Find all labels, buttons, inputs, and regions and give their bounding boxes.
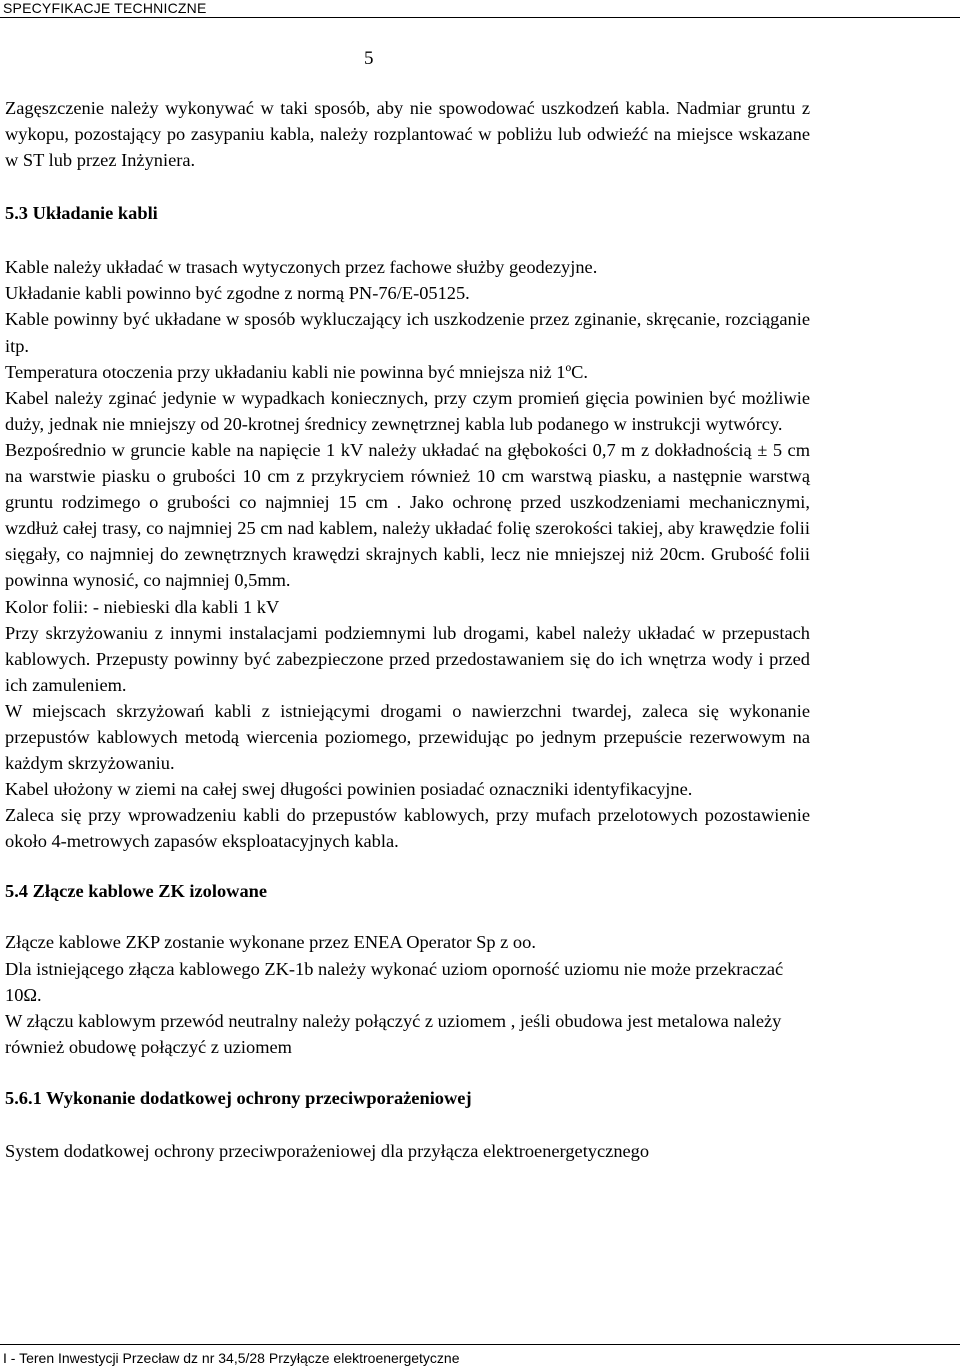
paragraph: W miejscach skrzyżowań kabli z istniejącymi drogami o nawierzchni twardej, zaleca się wykonanie przepustów kablowych metodą wiercenia poziomego, przewidując po jednym przepuście rezerwowym na każdym skrzyżowaniu. [5,700,810,774]
paragraph: Przy skrzyżowaniu z innymi instalacjami podziemnymi lub drogami, kabel należy układać w przepustach kablowych. Przepusty powinny być zabezpieczone przed przedostawaniem się do ich wnętrza wody i przed ich zamuleniem. [5,622,810,695]
section-heading-5-3: 5.3 Układanie kabli [5,203,158,224]
paragraph: Kolor folii: - niebieski dla kabli 1 kV [5,596,280,617]
document-body [5,95,810,1164]
paragraph: Kabel ułożony w ziemi na całej swej długości powinien posiadać oznaczniki identyfikacyjne. [5,779,693,800]
document-header: SPECYFIKACJE TECHNICZNE [3,0,207,16]
paragraph: Kable powinny być układane w sposób wykluczający ich uszkodzenie przez zginanie, skręcanie, rozciąganie itp. [5,309,810,356]
paragraph: Temperatura otoczenia przy układaniu kabli nie powinna być mniejsza niż 1ºC. [5,361,589,382]
section-heading-5-4: 5.4 Złącze kablowe ZK izolowane [5,881,268,902]
paragraph: Zaleca się przy wprowadzeniu kabli do przepustów kablowych, przy mufach przelotowych pozostawienie około 4-metrowych zapasów eksploatacyjnych kabla. [5,805,810,852]
paragraph: Kabel należy zginać jedynie w wypadkach koniecznych, przy czym promień gięcia powinien być możliwie duży, jednak nie mniejszy od 20-krotnej średnicy zewnętrznej kabla lub podanego w instrukcji wytwórcy. [5,387,810,434]
paragraph: Bezpośrednio w gruncie kable na napięcie 1 kV należy układać na głębokości 0,7 m z dokładnością ± 5 cm na warstwie piasku o grubości 10 cm z przykryciem również 10 cm warstwą piasku, a następnie warstwą gruntu rodzimego o grubości co najmniej 15 cm . Jako ochronę przed uszkodzeniami mechanicznymi, wzdłuż całej trasy, co najmniej 25 cm nad kablem, należy układać folię szerokości takiej, aby krawędzie folii sięgały, co najmniej do zewnętrznych krawędzi skrajnych kabli, lecz nie mniejszej niż 20cm. Grubość folii powinna wynosić, co najmniej 0,5mm. [5,439,810,591]
footer-divider [0,1344,960,1345]
paragraph: Układanie kabli powinno być zgodne z normą PN-76/E-05125. [5,283,470,304]
paragraph: Dla istniejącego złącza kablowego ZK-1b należy wykonać uziom oporność uziomu nie może przekraczać 10Ω. [5,958,784,1005]
header-divider [0,17,960,18]
document-footer: I - Teren Inwestycji Przecław dz nr 34,5/28 Przyłącze elektroenergetyczne [3,1350,460,1366]
intro-paragraph: Zagęszczenie należy wykonywać w taki sposób, aby nie spowodować uszkodzeń kabla. Nadmiar gruntu z wykopu, pozostający po zasypaniu kabla, należy rozplantować w pobliżu lub odwieźć na miejsce wskazane w ST lub przez Inżyniera. [5,98,810,171]
paragraph: System dodatkowej ochrony przeciwporażeniowej dla przyłącza elektroenergetycznego [5,1140,650,1161]
section-heading-5-6-1: 5.6.1 Wykonanie dodatkowej ochrony przeciwporażeniowej [5,1087,472,1108]
paragraph: Złącze kablowe ZKP zostanie wykonane przez ENEA Operator Sp z oo. [5,932,536,953]
paragraph: W złączu kablowym przewód neutralny należy połączyć z uziomem , jeśli obudowa jest metalowa należy również obudowę połączyć z uziomem [5,1010,782,1057]
page-number: 5 [364,48,374,69]
paragraph: Kable należy układać w trasach wytyczonych przez fachowe służby geodezyjne. [5,257,598,278]
